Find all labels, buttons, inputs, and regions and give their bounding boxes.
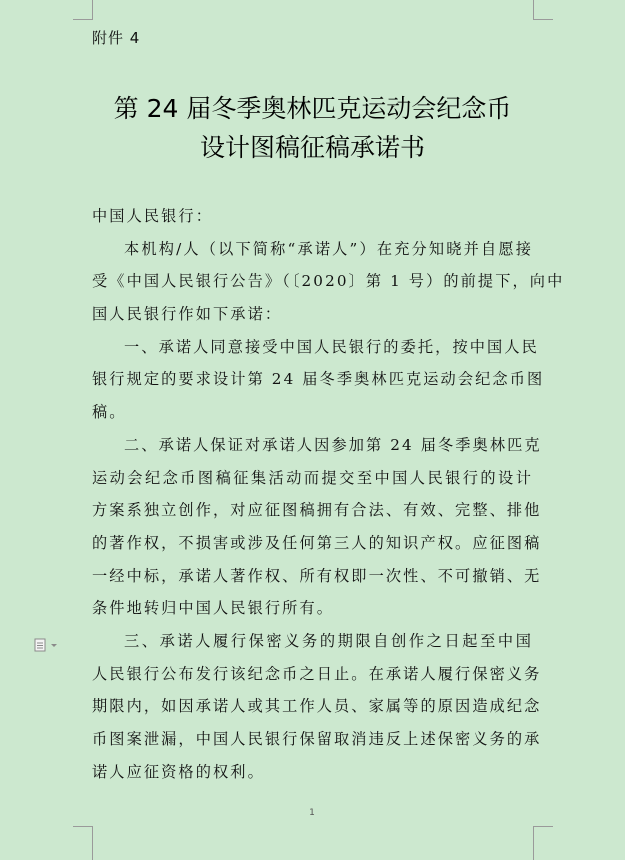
- paragraph-line: 运动会纪念币图稿征集活动而提交至中国人民银行的设计: [92, 468, 533, 487]
- paragraph-clause-1: [92, 331, 545, 429]
- crop-mark-top-right: [533, 0, 553, 20]
- salutation: 中国人民银行：: [92, 207, 214, 225]
- paragraph-clause-2: [92, 429, 542, 625]
- paragraph-intro: [92, 233, 565, 331]
- paragraph-line: 稿。: [92, 403, 127, 422]
- paragraph-line: 诺人应征资格的权利。: [92, 762, 265, 781]
- paragraph-line: 受《中国人民银行公告》（〔2020〕第 1 号）的前提下，向中: [92, 272, 565, 291]
- document-title-line-1: 第 24 届冬季奥林匹克运动会纪念币: [113, 94, 512, 123]
- document-title-line-2: 设计图稿征稿承诺书: [199, 133, 425, 162]
- paragraph-line: 的著作权，不损害或涉及任何第三人的知识产权。应征图稿: [92, 533, 542, 552]
- paragraph-line: 二、承诺人保证对承诺人因参加第 24 届冬季奥林匹克: [124, 435, 542, 454]
- paragraph-line: 条件地转归中国人民银行所有。: [92, 599, 335, 618]
- crop-mark-bottom-right: [533, 826, 553, 860]
- paragraph-line: 人民银行公布发行该纪念币之日止。在承诺人履行保密义务: [92, 664, 542, 683]
- paragraph-line: 本机构/人（以下简称“承诺人”）在充分知晓并自愿接: [124, 239, 533, 258]
- crop-mark-top-left: [73, 0, 93, 20]
- page-number: 1: [309, 808, 315, 818]
- paragraph-line: 期限内，如因承诺人或其工作人员、家属等的原因造成纪念: [92, 697, 542, 716]
- document-body: [92, 200, 565, 788]
- paragraph-line: 一经中标，承诺人著作权、所有权即一次性、不可撤销、无: [92, 566, 542, 585]
- paragraph-line: 一、承诺人同意接受中国人民银行的委托，按中国人民: [124, 337, 539, 356]
- paragraph-line: 国人民银行作如下承诺：: [92, 305, 283, 324]
- paragraph-clause-3: [92, 625, 542, 788]
- paragraph-line: 方案系独立创作，对应征图稿拥有合法、有效、完整、排他: [92, 501, 542, 520]
- paste-options-icon[interactable]: [34, 637, 60, 653]
- crop-mark-bottom-left: [73, 826, 93, 860]
- attachment-label: 附件 4: [92, 29, 141, 47]
- paragraph-line: 币图案泄漏，中国人民银行保留取消违反上述保密义务的承: [92, 730, 542, 748]
- paragraph-line: 三、承诺人履行保密义务的期限自创作之日起至中国: [124, 631, 533, 650]
- paragraph-line: 银行规定的要求设计第 24 届冬季奥林匹克运动会纪念币图: [92, 370, 545, 389]
